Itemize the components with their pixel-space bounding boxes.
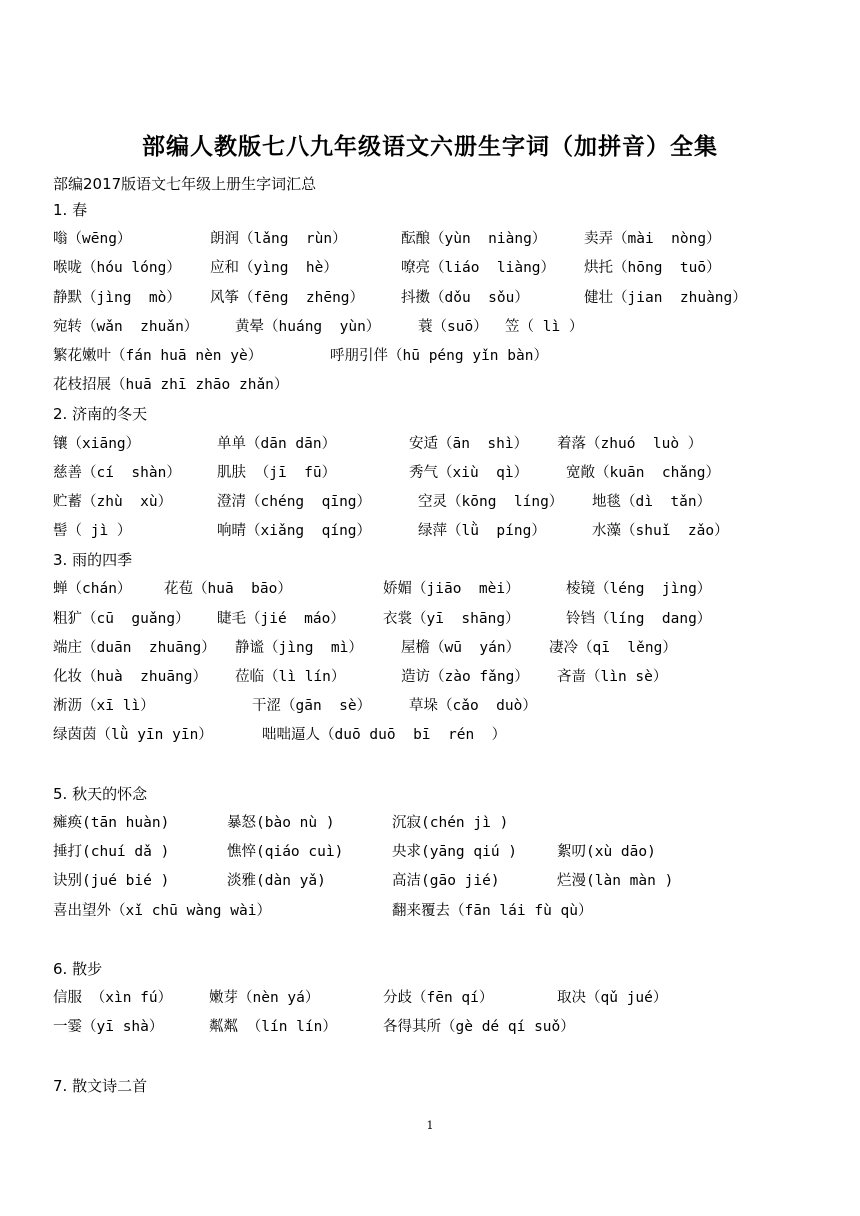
vocab-entry: 抖擞（dǒu sǒu） [401,289,529,306]
vocab-entry: 慈善（cí shàn） [53,464,181,481]
vocab-row [53,575,843,604]
vocab-entry: 化妆（huà zhuāng） [53,669,208,685]
vocab-entry: 嘹亮（liáo liàng） [401,260,556,277]
vocab-entry: 静默（jìng mò） [53,289,181,306]
vocab-entry: 着落（zhuó luò ） [557,435,703,452]
vocab-entry: 睫毛（jié máo） [217,610,345,627]
vocab-entry: 花苞（huā bāo） [164,581,292,598]
vocab-entry: 风筝（fēng zhēng） [210,289,365,306]
vocab-entry: 髻（ jì ） [53,523,132,540]
vocab-entry: 烂漫(làn màn ) [557,873,674,890]
vocab-entry: 静谧（jìng mì） [235,639,363,656]
vocab-entry: 吝啬（lìn sè） [557,669,668,685]
vocab-row [53,1013,843,1042]
spacer [53,751,843,780]
vocab-row [53,605,843,634]
vocab-row [53,897,843,926]
vocab-entry: 娇媚（jiāo mèi） [383,581,520,598]
vocab-entry: 宽敞（kuān chǎng） [566,464,721,481]
vocab-row [53,342,843,371]
vocab-entry: 贮蓄（zhù xù） [53,493,173,510]
vocab-entry: 捶打(chuí dǎ ) [53,844,170,861]
vocab-entry: 单单（dān dān） [217,435,337,452]
vocab-row [53,809,843,838]
vocab-entry: 呼朋引伴（hū péng yǐn bàn） [330,347,548,364]
vocab-entry: 蝉（chán） [53,581,132,598]
vocab-row [53,284,843,313]
vocab-entry: 诀别(jué bié ) [53,873,170,890]
vocab-entry: 地毯（dì tǎn） [592,493,712,510]
vocab-entry: 健壮（jian zhuàng） [584,289,747,306]
page-subtitle: 部编2017版语文七年级上册生字词汇总 [53,175,317,193]
section-heading: 5. 秋天的怀念 [53,784,148,803]
vocab-entry: 酝酿（yùn niàng） [401,231,547,248]
vocab-entry: 应和（yìng hè） [210,260,338,277]
vocab-entry: 嗡（wēng） [53,231,132,248]
vocab-row [53,254,843,283]
vocab-row [53,371,843,400]
vocab-entry: 嫩芽（nèn yá） [209,990,320,1007]
vocab-entry: 憔悴(qiáo cuì) [227,844,344,861]
section-heading: 2. 济南的冬天 [53,405,148,424]
vocab-entry: 水藻（shuǐ zǎo） [592,523,729,540]
vocab-entry: 黄晕（huáng yùn） [235,318,381,335]
vocab-entry: 喉咙（hóu lóng） [53,260,181,277]
vocab-entry: 干涩（gān sè） [252,698,372,715]
vocab-row [53,517,843,546]
section-heading: 1. 春 [53,201,88,219]
vocab-entry: 宛转（wǎn zhuǎn） [53,318,199,335]
vocab-entry: 蓑（suō） [418,318,488,335]
vocab-entry: 各得其所（gè dé qí suǒ） [383,1019,575,1036]
vocab-entry: 央求(yāng qiú ) [392,844,518,861]
vocab-entry: 信服 （xìn fú） [53,990,173,1007]
vocab-entry: 澄清（chéng qīng） [217,493,372,510]
vocab-row [53,225,843,254]
vocab-entry: 屋檐（wū yán） [401,639,521,656]
vocab-entry: 沉寂(chén jì ) [392,814,509,831]
vocab-entry: 翻来覆去（fān lái fù qù） [392,902,593,919]
vocab-row [53,430,843,459]
section-heading: 3. 雨的四季 [53,551,133,570]
vocab-row [53,313,843,342]
vocab-row [53,838,843,867]
vocab-entry: 瘫痪(tān huàn) [53,814,170,831]
vocab-entry: 烘托（hōng tuō） [584,260,721,277]
vocab-entry: 取决（qǔ jué） [557,990,668,1007]
vocab-entry: 绿萍（lǜ píng） [418,523,546,540]
vocab-entry: 凄冷（qī lěng） [549,639,677,656]
vocab-entry: 安适（ān shì） [409,435,529,452]
vocab-entry: 铃铛（líng dang） [566,610,712,627]
vocab-entry: 秀气（xiù qì） [409,464,529,481]
page-number: 1 [426,1119,434,1132]
vocab-row [53,663,843,692]
vocab-row [53,984,843,1013]
vocab-entry: 衣裳（yī shāng） [383,610,520,627]
section-heading: 7. 散文诗二首 [53,1076,148,1095]
spacer [53,1042,843,1071]
vocab-entry: 造访（zào fǎng） [401,669,529,685]
vocab-entry: 分歧（fēn qí） [383,990,494,1007]
spacer [53,926,843,955]
section-heading: 6. 散步 [53,959,103,978]
vocab-row [53,459,843,488]
vocab-entry: 淅沥（xī lì） [53,698,155,715]
vocab-entry: 高洁(gāo jié) [392,873,500,890]
vocab-entry: 喜出望外（xǐ chū wàng wài） [53,902,271,919]
vocab-row [53,721,843,750]
vocab-entry: 笠（ lì ） [505,318,584,335]
vocab-entry: 絮叨(xù dāo) [557,844,656,861]
vocab-row [53,488,843,517]
vocabulary-content [53,196,843,1101]
vocab-entry: 棱镜（léng jìng） [566,581,712,598]
vocab-entry: 草垛（cǎo duò） [409,698,537,715]
vocab-entry: 镶（xiāng） [53,435,141,452]
vocab-entry: 花枝招展（huā zhī zhāo zhǎn） [53,377,289,394]
vocab-entry: 肌肤 （jī fū） [217,464,337,481]
vocab-entry: 暴怒(bào nù ) [227,814,335,831]
vocab-row [53,692,843,721]
vocab-entry: 响晴（xiǎng qíng） [217,523,372,540]
vocab-entry: 卖弄（mài nòng） [584,231,721,248]
vocab-entry: 一霎（yī shà） [53,1019,164,1036]
vocab-entry: 朗润（lǎng rùn） [210,231,347,248]
vocab-entry: 繁花嫩叶（fán huā nèn yè） [53,347,263,364]
vocab-entry: 粗犷（cū guǎng） [53,610,190,627]
vocab-entry: 咄咄逼人（duō duō bī rén ） [262,727,507,744]
vocab-entry: 淡雅(dàn yǎ) [227,873,326,890]
vocab-row [53,634,843,663]
vocab-entry: 莅临（lì lín） [235,669,346,685]
vocab-row [53,867,843,896]
vocab-entry: 粼粼 （lín lín） [209,1019,337,1036]
page-title: 部编人教版七八九年级语文六册生字词（加拼音）全集 [142,134,718,160]
vocab-entry: 端庄（duān zhuāng） [53,639,216,656]
vocab-entry: 空灵（kōng líng） [418,493,564,510]
vocab-entry: 绿茵茵（lǜ yīn yīn） [53,727,213,744]
